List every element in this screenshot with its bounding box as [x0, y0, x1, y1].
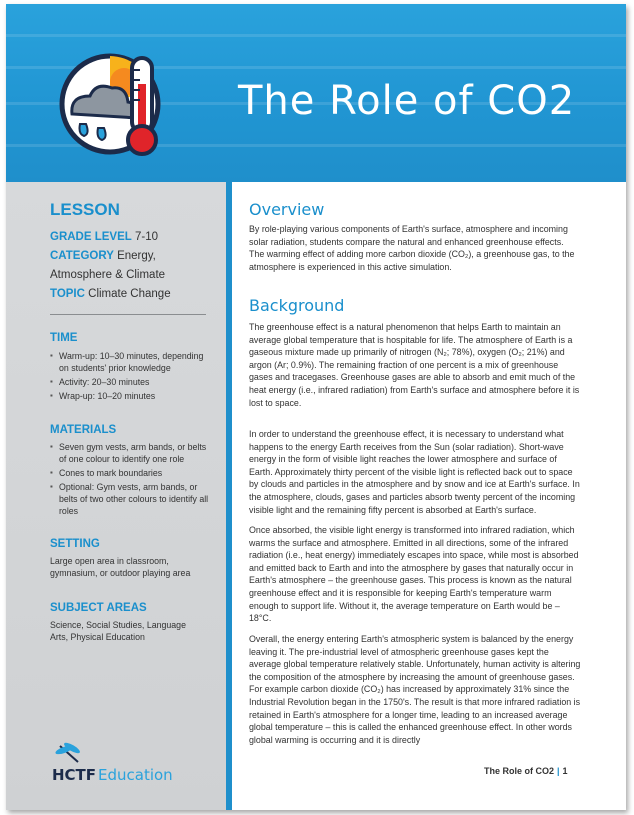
sidebar-divider-line [50, 314, 206, 315]
list-item: ▪ Activity: 20–30 minutes [50, 376, 210, 388]
grade-key: GRADE LEVEL [50, 231, 132, 243]
footer-separator: | [557, 766, 560, 776]
category-value-cont: Atmosphere & Climate [50, 269, 166, 281]
time-list [50, 350, 210, 404]
footer-title: The Role of CO2 [484, 766, 555, 776]
topic-key: TOPIC [50, 288, 85, 300]
list-item: ▪ Cones to mark boundaries [50, 467, 210, 479]
background-heading: Background [249, 296, 345, 315]
setting-text: Large open area in classroom, gymnasium, or outdoor playing area [50, 556, 191, 578]
logo-hctf: HCTF [52, 766, 97, 784]
topic-value: Climate Change [84, 288, 171, 300]
materials-heading: MATERIALS [50, 424, 117, 436]
setting-heading: SETTING [50, 538, 100, 550]
subject-areas-heading: SUBJECT AREAS [50, 602, 147, 614]
category-key: CATEGORY [50, 250, 114, 262]
weather-thermometer-icon [50, 44, 180, 164]
time-heading: TIME [50, 332, 78, 344]
hctf-education-logo [48, 740, 178, 786]
background-paragraph-2: In order to understand the greenhouse effect, it is necessary to understand what happens to the energy Earth receives from the Sun (solar radiation). Short-wave energy in the form of visible light reaches the lower atmosphere and surface of Earth. Approximately thirty percent of the visible light is reflected back out to space by clouds and particles in the atmosphere and by snow and ice at Earth's surface. In the atmosphere, clouds, gases and particles absorb twenty percent of the incoming visible light and the remaining fifty percent is absorbed at Earth's surface. [249, 429, 580, 515]
background-paragraph-3: Once absorbed, the visible light energy is transformed into infrared radiation, which warms the surface and atmosphere. Emitted in all directions, some of the infrared radiation (i.e., heat energy) immediately escapes into space, while most is absorbed and emitted back to Earth and into the atmosphere by gases that naturally occur in Earth's atmosphere – the greenhouse gases. This process is known as the natural greenhouse effect and it is responsible for keeping Earth's temperature warm enough to support life. Without it, the average temperature on Earth would be –18°C. [249, 525, 579, 624]
list-item: ▪ Optional: Gym vests, arm bands, or belts of two other colours to identify all roles [50, 481, 210, 517]
page-number: 1 [562, 766, 568, 776]
overview-text: By role-playing various components of Earth's surface, atmosphere and incoming solar radiation, students compare the natural and enhanced greenhouse effects. The warming effect of adding more carbon dioxide (CO₂), a greenhouse gas, to the atmosphere is experienced in this active simulation. [249, 224, 575, 272]
category-value: Energy, [113, 250, 156, 262]
subject-areas-text: Science, Social Studies, Language Arts, Physical Education [50, 620, 186, 642]
overview-heading: Overview [249, 200, 325, 219]
materials-list [50, 441, 210, 519]
background-paragraph-1: The greenhouse effect is a natural phenomenon that helps Earth to maintain an average global temperature that is hospitable for life. The atmosphere of Earth is a gaseous mixture made up primarily of nitrogen (N₂; 78%), oxygen (O₂; 21%) and argon (Ar; 0.9%). The remaining fraction of one percent is a mix of greenhouse gases and tracegases. Greenhouse gases are able to absorb and emit much of the heat energy (i.e., infrared radiation) from Earth's surface and atmosphere before it is lost to space. [249, 322, 580, 408]
page-title: The Role of CO2 [238, 78, 576, 124]
logo-education: Education [98, 766, 173, 784]
list-item: ▪ Wrap-up: 10–20 minutes [50, 390, 210, 402]
lesson-meta [50, 228, 215, 304]
list-item: ▪ Seven gym vests, arm bands, or belts of one colour to identify one role [50, 441, 210, 465]
dragonfly-icon [55, 741, 82, 762]
lesson-label: LESSON [50, 200, 120, 219]
list-item: ▪ Warm-up: 10–30 minutes, depending on students' prior knowledge [50, 350, 210, 374]
sidebar-divider [226, 182, 232, 810]
page-footer [484, 766, 568, 776]
grade-value: 7-10 [131, 231, 159, 243]
background-paragraph-4: Overall, the energy entering Earth's atmospheric system is balanced by the energy leaving it. The pre-industrial level of atmospheric greenhouse gases kept the average global temperature relatively stable. Unfortunately, human activity is altering the composition of the atmosphere by increasing the amount of greenhouse gases. For example carbon dioxide (CO₂) has increased by approximately 31% since the Industrial Revolution began in the 1750's. The result is that more infrared radiation is retained in Earth's atmosphere for a longer time, leading to an increased average global temperature – this is called the enhanced greenhouse effect. In other words global warming is occurring and it is directly [249, 634, 581, 745]
